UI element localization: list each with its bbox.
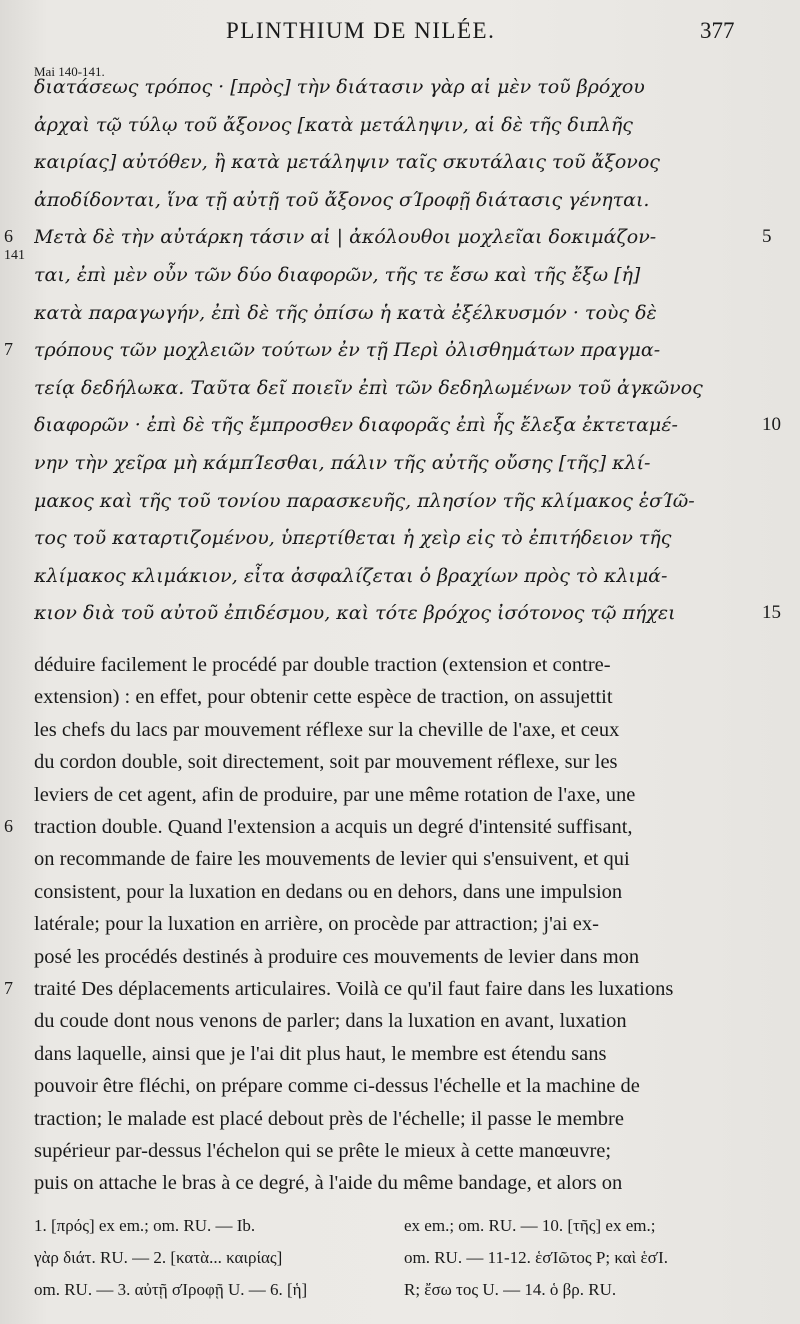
margin-number-left: 6 [4, 226, 13, 247]
greek-line: διαφορῶν · ἐπὶ δὲ τῆς ἔμπροσθεν διαφορᾶς ἐπὶ ἧς ἔλεξα ἐκτεταμέ- [34, 414, 678, 437]
footnote-row [34, 1210, 764, 1242]
footnote-left: om. RU. — 3. αὐτῇ σΊροφῇ U. — 6. [ἡ] [34, 1280, 308, 1299]
french-line: latérale; pour la luxation en arrière, on procède par attraction; j'ai ex- [34, 913, 599, 936]
greek-line: κατὰ παραγωγήν, ἐπὶ δὲ τῆς ὀπίσω ἡ κατὰ ἐξέλκυσμόν · τοὺς δὲ [34, 301, 657, 324]
french-line: traction double. Quand l'extension a acquis un degré d'intensité suffisant, [34, 816, 633, 838]
greek-line: Μετὰ δὲ τὴν αὐτάρκη τάσιν αἱ | ἀκόλουθοι μοχλεῖαι δοκιμάζον- [34, 226, 657, 249]
greek-line: καιρίας] αὐτόθεν, ἢ κατὰ μετάληψιν ταῖς σκυτάλαις τοῦ ἄξονος [34, 151, 660, 174]
greek-line: τείᾳ δεδήλωκα. Ταῦτα δεῖ ποιεῖν ἐπὶ τῶν δεδηλωμένων τοῦ ἀγκῶνος [34, 376, 703, 399]
footnote-right: R; ἔσω τος U. — 14. ὁ βρ. RU. [404, 1280, 617, 1299]
footnotes [34, 1210, 764, 1306]
margin-number-left: 6 [4, 816, 13, 836]
greek-line: μακος καὶ τῆς τοῦ τονίου παρασκευῆς, πλησίον τῆς κλίμακος ἑσΊῶ- [34, 489, 695, 512]
footnote-row [34, 1242, 764, 1274]
footnote-row [34, 1274, 764, 1306]
greek-line: διατάσεως τρόπος · [πρὸς] τὴν διάτασιν γὰρ αἱ μὲν τοῦ βρόχου [34, 76, 645, 98]
page-number: 377 [700, 18, 735, 43]
french-line: pouvoir être fléchi, on prépare comme ci-dessus l'échelle et la machine de [34, 1075, 640, 1098]
greek-line: κλίμακος κλιμάκιον, εἶτα ἀσφαλίζεται ὁ βραχίων πρὸς τὸ κλιμά- [34, 564, 668, 587]
greek-line: ἀρχαὶ τῷ τύλῳ τοῦ ἄξονος [κατὰ μετάληψιν, αἱ δὲ τῆς διπλῆς [34, 113, 633, 136]
manuscript-reference: Mai 140-141. [34, 64, 105, 79]
greek-line: ἀποδίδονται, ἵνα τῇ αὐτῇ τοῦ ἄξονος σΊροφῇ διάτασις γένηται. [34, 188, 650, 211]
french-line: traité Des déplacements articulaires. Voilà ce qu'il faut faire dans les luxations [34, 978, 674, 1000]
french-line: traction; le malade est placé debout près de l'échelle; il passe le membre [34, 1107, 624, 1130]
footnote-left: γὰρ διάτ. RU. — 2. [κατὰ... καιρίας] [34, 1248, 283, 1267]
margin-number-left: 7 [4, 339, 13, 360]
greek-line: τος τοῦ καταρτιζομένου, ὑπερτίθεται ἡ χεὶρ εἰς τὸ ἐπιτήδειον τῆς [34, 527, 672, 550]
footnote-right: ex em.; om. RU. — 10. [τῆς] ex em.; [404, 1216, 656, 1235]
greek-line: κιον διὰ τοῦ αὐτοῦ ἐπιδέσμου, καὶ τότε βρόχος ἰσότονος τῷ πήχει [34, 602, 676, 625]
french-line: puis on attache le bras à ce degré, à l'aide du même bandage, et alors on [34, 1172, 623, 1195]
greek-line: νην τὴν χεῖρα μὴ κάμπΊεσθαι, πάλιν τῆς αὐτῆς οὔσης [τῆς] κλί- [34, 452, 651, 474]
margin-number-right: 15 [762, 602, 781, 624]
french-line: on recommande de faire les mouvements de levier qui s'ensuivent, et qui [34, 848, 630, 871]
footnote-right: om. RU. — 11-12. ἑσΊῶτος P; καὶ ἑσΊ. [404, 1248, 669, 1267]
french-line: les chefs du lacs par mouvement réflexe sur la cheville de l'axe, et ceux [34, 718, 620, 741]
french-line: leviers de cet agent, afin de produire, par une même rotation de l'axe, une [34, 783, 636, 806]
french-line: déduire facilement le procédé par double traction (extension et contre- [34, 654, 611, 676]
french-line: supérieur par-dessus l'échelon qui se prête le mieux à cette manœuvre; [34, 1140, 612, 1162]
french-line: du coude dont nous venons de parler; dans la luxation en avant, luxation [34, 1010, 627, 1033]
margin-number-right: 10 [762, 414, 781, 436]
french-line: du cordon double, soit directement, soit par mouvement réflexe, sur les [34, 751, 618, 774]
greek-line: τρόπους τῶν μοχλειῶν τούτων ἐν τῇ Περὶ ὀλισθημάτων πραγμα- [34, 339, 661, 362]
running-header [0, 14, 800, 50]
french-line: extension) : en effet, pour obtenir cette espèce de traction, on assujettit [34, 686, 613, 709]
footnote-left: 1. [πρός] ex em.; om. RU. — Ib. [34, 1216, 256, 1235]
french-line: posé les procédés destinés à produire ces mouvements de levier dans mon [34, 945, 640, 968]
margin-number-right: 5 [762, 226, 772, 248]
running-title: PLINTHIUM DE NILÉE. [226, 18, 496, 43]
french-line: consistent, pour la luxation en dedans ou en dehors, dans une impulsion [34, 880, 623, 903]
greek-line: ται, ἐπὶ μὲν οὖν τῶν δύο διαφορῶν, τῆς τε ἔσω καὶ τῆς ἔξω [ἡ] [34, 264, 641, 286]
french-line: dans laquelle, ainsi que je l'ai dit plus haut, le membre est étendu sans [34, 1042, 607, 1065]
margin-number-left: 7 [4, 978, 13, 998]
margin-number-left-extra: 141 [4, 248, 25, 264]
